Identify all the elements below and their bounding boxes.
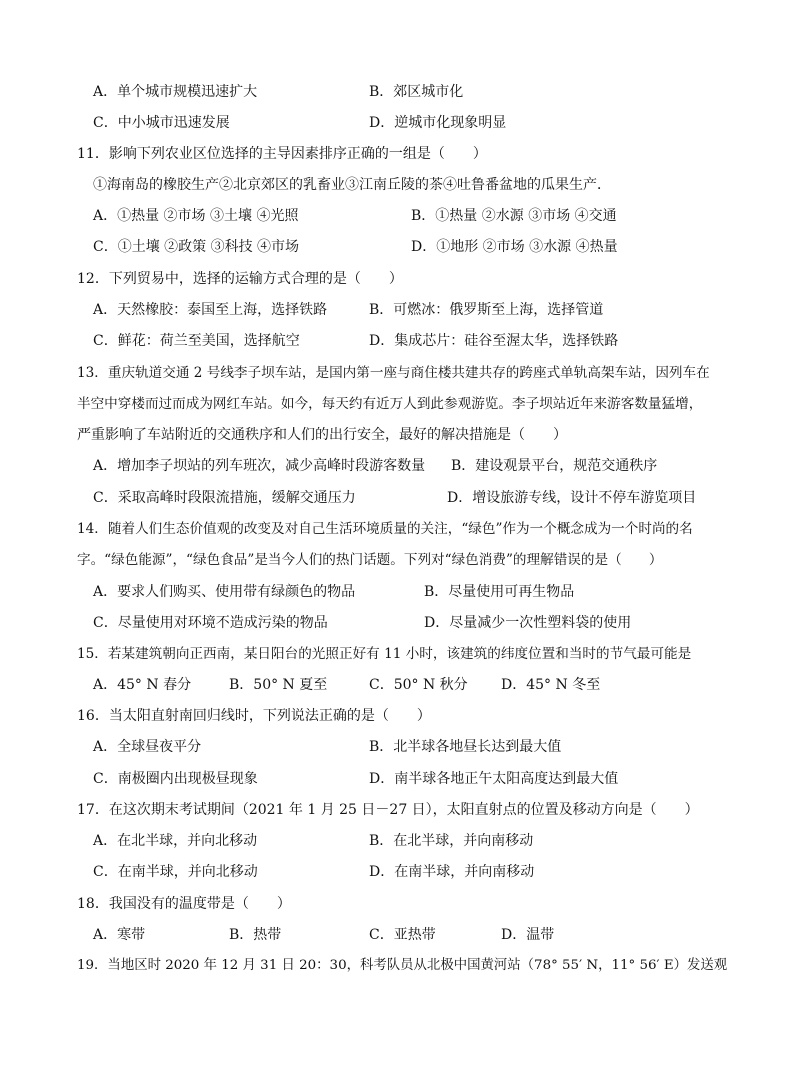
q14-option-c: C．尽量使用对环境不造成污染的物品: [93, 615, 328, 631]
q15-stem: 15．若某建筑朝向正西南，某日阳台的光照正好有 11 小时，该建筑的纬度位置和当时的节气最可能是: [77, 646, 692, 662]
q14-option-d: D．尽量减少一次性塑料袋的使用: [424, 615, 632, 631]
q12-option-c: C．鲜花：荷兰至美国，选择航空: [93, 333, 300, 349]
q14-stem-line1: 14．随着人们生态价值观的改变及对自己生活环境质量的关注，“绿色”作为一个概念成为一个时尚的名: [77, 521, 693, 537]
q15-option-c: C．50° N 秋分: [369, 677, 468, 693]
q11-option-c: C．①土壤 ②政策 ③科技 ④市场: [93, 239, 300, 255]
q15-option-d: D．45° N 冬至: [501, 677, 601, 693]
q11-stem: 11．影响下列农业区位选择的主导因素排序正确的一组是（ ）: [77, 146, 487, 162]
q15-option-b: B．50° N 夏至: [229, 677, 328, 693]
q10-option-a: A．单个城市规模迅速扩大: [93, 84, 258, 100]
q12-option-b: B．可燃冰：俄罗斯至上海，选择管道: [369, 302, 604, 318]
q16-option-c: C．南极圈内出现极昼现象: [93, 771, 258, 787]
q17-option-c: C．在南半球，并向北移动: [93, 864, 258, 880]
q16-option-d: D．南半球各地正午太阳高度达到最大值: [369, 771, 619, 787]
q12-option-a: A．天然橡胶：泰国至上海，选择铁路: [93, 302, 328, 318]
q18-option-c: C．亚热带: [369, 927, 436, 943]
q18-stem: 18．我国没有的温度带是（ ）: [77, 896, 291, 912]
q17-option-b: B．在北半球，并向南移动: [369, 833, 534, 849]
q18-option-d: D．温带: [501, 927, 555, 943]
q10-option-c: C．中小城市迅速发展: [93, 115, 230, 131]
q14-stem-line2: 字。“绿色能源”，“绿色食品”是当今人们的热门话题。下列对“绿色消费”的理解错误的是（ ）: [77, 552, 663, 568]
q11-option-a: A．①热量 ②市场 ③土壤 ④光照: [93, 208, 299, 224]
q12-stem: 12．下列贸易中，选择的运输方式合理的是（ ）: [77, 271, 403, 287]
q13-option-a: A．增加李子坝站的列车班次，减少高峰时段游客数量: [93, 458, 426, 474]
q13-stem-line3: 严重影响了车站附近的交通秩序和人们的出行安全，最好的解决措施是（ ）: [77, 427, 567, 443]
q18-option-a: A．寒带: [93, 927, 146, 943]
q12-option-d: D．集成芯片：硅谷至渥太华，选择铁路: [369, 333, 619, 349]
q19-stem: 19．当地区时 2020 年 12 月 31 日 20：30，科考队员从北极中国黄河站（78° 55′ N，11° 56′ E）发送观: [77, 958, 728, 973]
q17-option-d: D．在南半球，并向南移动: [369, 864, 535, 880]
q13-option-d: D．增设旅游专线，设计不停车游览项目: [447, 490, 697, 506]
q17-stem: 17．在这次期末考试期间（2021 年 1 月 25 日－27 日），太阳直射点的位置及移动方向是（ ）: [77, 802, 699, 818]
q13-stem-line1: 13．重庆轨道交通 2 号线李子坝车站，是国内第一座与商住楼共建共存的跨座式单轨高架车站，因列车在: [77, 365, 710, 381]
q14-option-a: A．要求人们购买、使用带有绿颜色的物品: [93, 584, 356, 600]
q15-option-a: A．45° N 春分: [93, 677, 192, 693]
q16-stem: 16．当太阳直射南回归线时，下列说法正确的是（ ）: [77, 708, 431, 724]
q10-option-b: B．郊区城市化: [369, 84, 464, 100]
q16-option-b: B．北半球各地昼长达到最大值: [369, 739, 562, 755]
q14-option-b: B．尽量使用可再生物品: [424, 584, 575, 600]
q16-option-a: A．全球昼夜平分: [93, 739, 202, 755]
q11-subtext: ①海南岛的橡胶生产②北京郊区的乳畜业③江南丘陵的茶④吐鲁番盆地的瓜果生产．: [93, 177, 611, 193]
q13-option-b: B．建设观景平台，规范交通秩序: [451, 458, 658, 474]
q11-option-d: D．①地形 ②市场 ③水源 ④热量: [411, 239, 618, 255]
q17-option-a: A．在北半球，并向北移动: [93, 833, 258, 849]
q11-option-b: B．①热量 ②水源 ③市场 ④交通: [411, 208, 617, 224]
q13-stem-line2: 半空中穿楼而过而成为网红车站。如今，每天约有近万人到此参观游览。李子坝站近年来游客数量猛增，: [77, 396, 703, 412]
q10-option-d: D．逆城市化现象明显: [369, 115, 507, 131]
q13-option-c: C．采取高峰时段限流措施，缓解交通压力: [93, 490, 356, 506]
q18-option-b: B．热带: [229, 927, 282, 943]
